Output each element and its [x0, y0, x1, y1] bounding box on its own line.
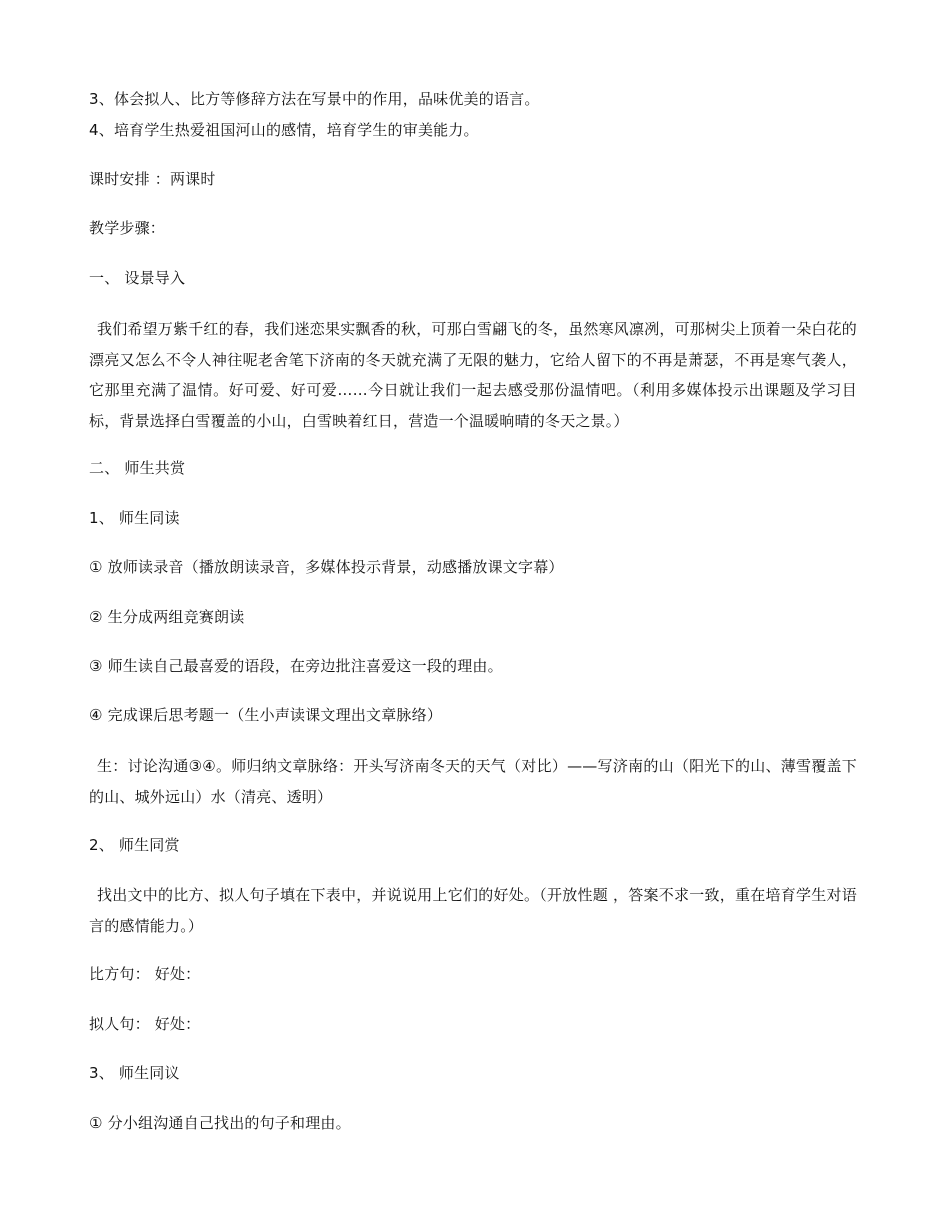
part-1-discussion: 生：讨论沟通③④。师归纳文章脉络：开头写济南冬天的天气（对比）——写济南的山（阳光下的山、薄雪覆盖下的山、城外远山）水（清亮、透明）	[89, 757, 857, 806]
section-1-heading: 一、 设景导入	[89, 269, 186, 287]
part-2-paragraph: 找出文中的比方、拟人句子填在下表中，并说说用上它们的好处。（开放性题 ，答案不求一致，重在培育学生对语言的感情能力。）	[89, 886, 857, 935]
objective-item-3: 3、体会拟人、比方等修辞方法在写景中的作用，品味优美的语言。	[89, 90, 540, 108]
part-3-item-1: ① 分小组沟通自己找出的句子和理由。	[89, 1114, 351, 1132]
part-1-item-3: ③ 师生读自己最喜爱的语段，在旁边批注喜爱这一段的理由。	[89, 657, 503, 675]
simile-line: 比方句： 好处：	[89, 965, 201, 983]
part-1-heading: 1、 师生同读	[89, 509, 180, 527]
schedule-line: 课时安排 ：两课时	[89, 170, 216, 188]
part-1-item-1: ① 放师读录音（播放朗读录音，多媒体投示背景，动感播放课文字幕）	[89, 558, 564, 576]
objective-item-4: 4、培育学生热爱祖国河山的感情，培育学生的审美能力。	[89, 121, 479, 139]
section-2-heading: 二、 师生共赏	[89, 459, 186, 477]
part-3-heading: 3、 师生同议	[89, 1064, 180, 1082]
part-2-heading: 2、 师生同赏	[89, 836, 180, 854]
part-1-item-2: ② 生分成两组竞赛朗读	[89, 608, 245, 626]
personification-line: 拟人句： 好处：	[89, 1015, 201, 1033]
part-1-item-4: ④ 完成课后思考题一（生小声读课文理出文章脉络）	[89, 706, 443, 724]
section-1-paragraph: 我们希望万紫千红的春，我们迷恋果实飘香的秋，可那白雪翩飞的冬，虽然寒风凛冽，可那树尖上顶着一朵白花的漂亮又怎么不令人神往呢老舍笔下济南的冬天就充满了无限的魅力，它给人留下的不再是萧瑟，不再是寒气袭人，它那里充满了温情。好可爱、好可爱……今日就让我们一起去感受那份温情吧。（利用多媒体投示出课题及学习目标，背景选择白雪覆盖的小山，白雪映着红日，营造一个温暖晌晴的冬天之景。）	[89, 320, 858, 430]
steps-heading: 教学步骤：	[89, 219, 166, 237]
